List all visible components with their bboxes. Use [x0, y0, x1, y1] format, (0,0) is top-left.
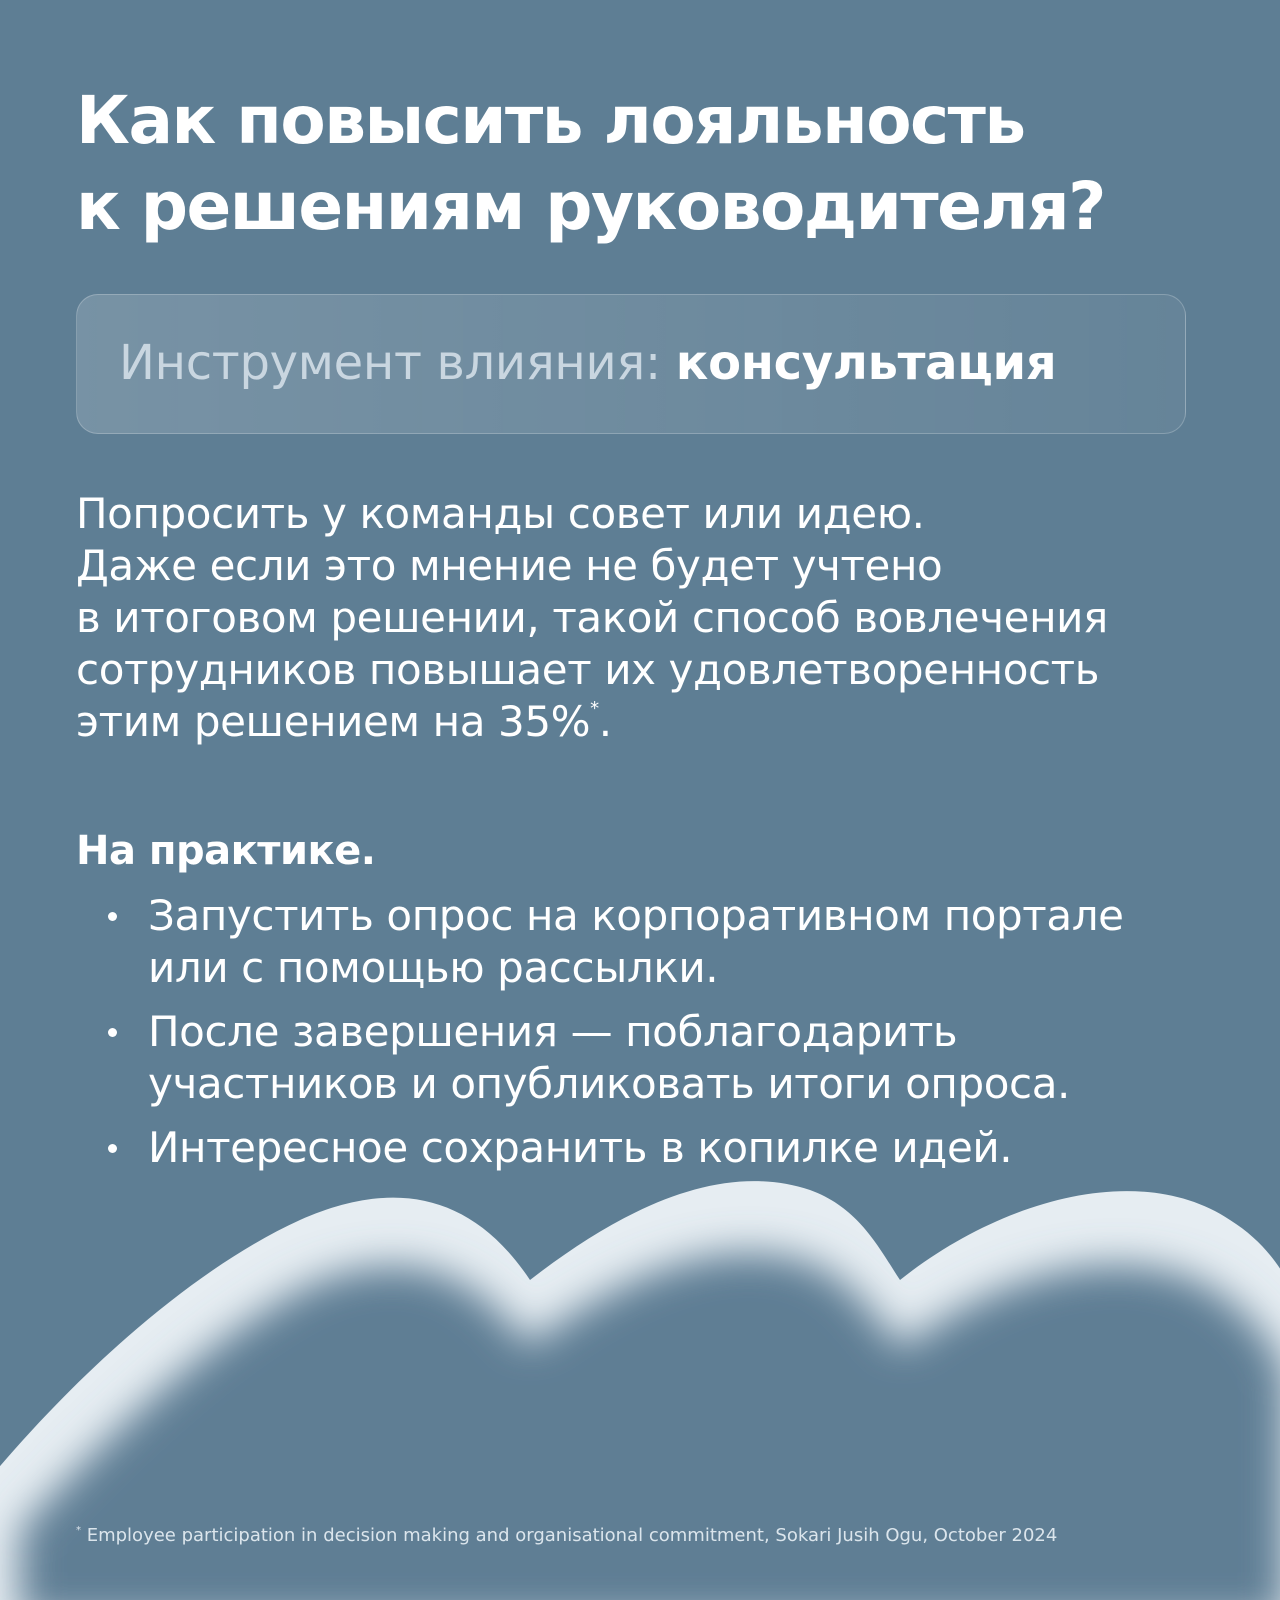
list-item [100, 1006, 1230, 1110]
list-item-line: Интересное сохранить в копилке идей. [148, 1123, 1013, 1172]
body-line: сотрудников повышает их удовлетворенность [76, 645, 1100, 694]
list-item [100, 890, 1230, 994]
tool-card [76, 294, 1186, 434]
list-item-line: Запустить опрос на корпоративном портале [148, 891, 1124, 940]
practice-heading: На практике. [76, 828, 376, 874]
practice-list [100, 890, 1230, 1186]
page-title [76, 78, 1206, 250]
body-paragraph [76, 488, 1226, 748]
footnote-text: Employee participation in decision making and organisational commitment, Sokari Jusih Ogu, October 2024 [81, 1525, 1058, 1546]
body-last-text: этим решением на 35% [76, 697, 591, 746]
bullet-dot-icon [108, 1144, 117, 1153]
footnote [76, 1525, 1057, 1547]
body-last-punct: . [598, 697, 612, 746]
body-line-last [76, 696, 1226, 748]
list-item-line: участников и опубликовать итоги опроса. [148, 1059, 1070, 1108]
page-title-line-1: Как повысить лояльность [76, 82, 1025, 159]
list-item-line: После завершения — поблагодарить [148, 1007, 958, 1056]
tool-value: консультация [675, 335, 1057, 391]
body-line: Попросить у команды совет или идею. [76, 489, 925, 538]
list-item-line: или с помощью рассылки. [148, 943, 719, 992]
footnote-mark: * [76, 1525, 81, 1536]
tool-line [119, 335, 1056, 391]
body-line: Даже если это мнение не будет учтено [76, 541, 943, 590]
body-line: в итоговом решении, такой способ вовлечения [76, 593, 1108, 642]
list-item [100, 1122, 1230, 1174]
tool-label: Инструмент влияния: [119, 335, 661, 391]
bullet-dot-icon [108, 912, 117, 921]
bullet-dot-icon [108, 1028, 117, 1037]
page-title-line-2: к решениям руководителя? [76, 168, 1105, 245]
footnote-marker: * [590, 698, 599, 719]
